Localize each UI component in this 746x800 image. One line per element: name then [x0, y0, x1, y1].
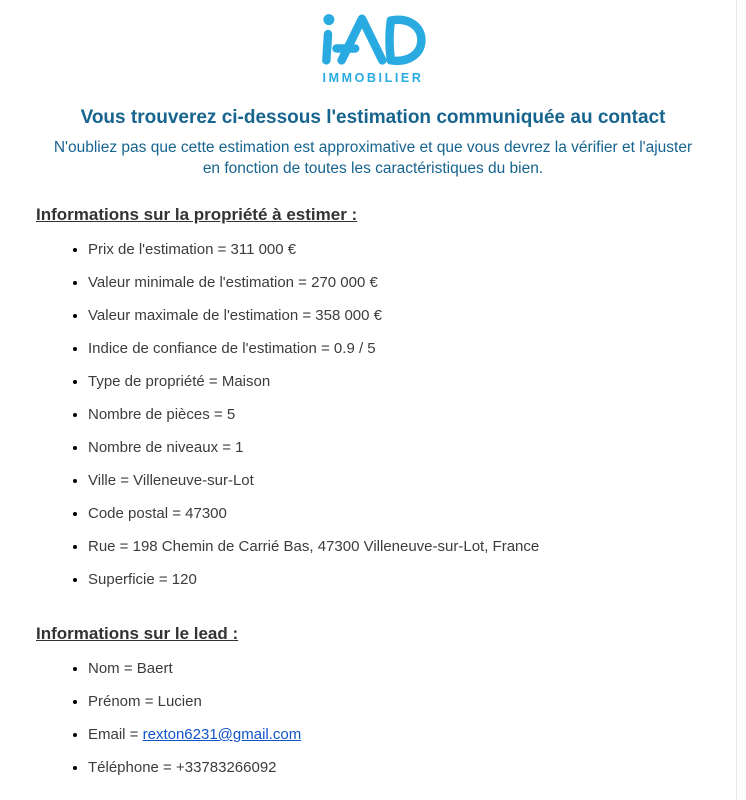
- email-link[interactable]: rexton6231@gmail.com: [142, 726, 302, 743]
- list-item-estimation-min: • Valeur minimale de l'estimation = 270 000 €: [88, 274, 716, 291]
- page-title: Vous trouverez ci-dessous l'estimation communiquée au contact: [80, 107, 666, 128]
- list-item-email: [88, 726, 716, 743]
- list-item-city: • Ville = Villeneuve-sur-Lot: [88, 472, 716, 489]
- subtitle-line-1: N'oubliez pas que cette estimation est approximative et que vous devrez la vérifier et l'ajuster: [53, 139, 693, 156]
- list-item-street: • Rue = 198 Chemin de Carrié Bas, 47300 Villeneuve-sur-Lot, France: [88, 538, 716, 555]
- subtitle-line-2: en fonction de toutes les caractéristiques du bien.: [202, 160, 544, 177]
- page-right-edge: [736, 0, 746, 800]
- email-header: [0, 107, 746, 179]
- lead-info-section: [0, 624, 746, 776]
- list-item-levels: • Nombre de niveaux = 1: [88, 439, 716, 456]
- list-item-postal-code: • Code postal = 47300: [88, 505, 716, 522]
- lead-info-list: [36, 660, 716, 776]
- list-item-phone: • Téléphone = +33783266092: [88, 759, 716, 776]
- list-item-last-name: • Nom = Baert: [88, 660, 716, 677]
- list-item-surface: • Superficie = 120: [88, 571, 716, 588]
- list-item-property-type: • Type de propriété = Maison: [88, 373, 716, 390]
- list-item-first-name: • Prénom = Lucien: [88, 693, 716, 710]
- iad-logo-icon: [307, 12, 439, 68]
- list-item-estimation-max: • Valeur maximale de l'estimation = 358 000 €: [88, 307, 716, 324]
- property-info-section: [0, 205, 746, 588]
- list-item-rooms: • Nombre de pièces = 5: [88, 406, 716, 423]
- property-section-heading: Informations sur la propriété à estimer :: [36, 205, 358, 224]
- email-label: Email =: [88, 726, 143, 743]
- property-info-list: [36, 241, 716, 588]
- list-item-confidence-index: • Indice de confiance de l'estimation = 0.9 / 5: [88, 340, 716, 357]
- brand-logo: [0, 0, 746, 85]
- brand-tagline: IMMOBILIER: [322, 71, 424, 85]
- list-item-estimation-price: • Prix de l'estimation = 311 000 €: [88, 241, 716, 258]
- lead-section-heading: Informations sur le lead :: [36, 624, 239, 643]
